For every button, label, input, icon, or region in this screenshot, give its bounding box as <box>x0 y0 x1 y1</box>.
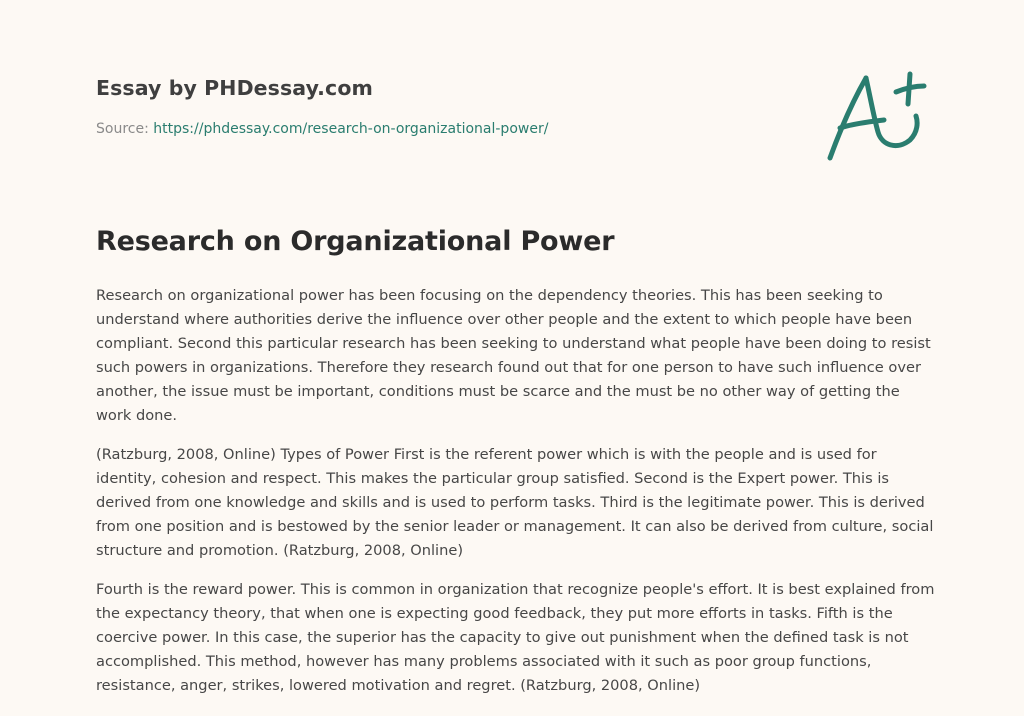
a-plus-grade-icon <box>818 66 930 166</box>
essay-paragraph: Fourth is the reward power. This is common in organization that recognize people's effort. It is best explained from the expectancy theory, that when one is expecting good feedback, they put more efforts in tasks. Fifth is the coercive power. In this case, the superior has the capacity to give out punishment when the defined task is not accomplished. This method, however has many problems associated with it such as poor group functions, resistance, anger, strikes, lowered motivation and regret. (Ratzburg, 2008, Online) <box>96 581 935 694</box>
site-brand: Essay by PHDessay.com <box>96 76 373 100</box>
essay-body <box>96 284 936 713</box>
source-link[interactable]: https://phdessay.com/research-on-organizational-power/ <box>153 121 549 137</box>
source-line <box>96 121 796 137</box>
essay-paragraph: Research on organizational power has been focusing on the dependency theories. This has been seeking to understand where authorities derive the influence over other people and the extent to which people have been compliant. Second this particular research has been seeking to understand what people have been doing to resist such powers in organizations. Therefore they research found out that for one person to have such influence over another, the issue must be important, conditions must be scarce and the must be no other way of getting the work done. <box>96 287 931 424</box>
essay-title: Research on Organizational Power <box>96 226 615 257</box>
essay-paragraph: (Ratzburg, 2008, Online) Types of Power First is the referent power which is with the people and is used for identity, cohesion and respect. This makes the particular group satisfied. Second is the Expert power. This is derived from one knowledge and skills and is used to perform tasks. Third is the legitimate power. This is derived from one position and is bestowed by the senior leader or management. It can also be derived from culture, social structure and promotion. (Ratzburg, 2008, Online) <box>96 446 934 559</box>
header <box>96 76 796 137</box>
source-label: Source: <box>96 121 149 137</box>
